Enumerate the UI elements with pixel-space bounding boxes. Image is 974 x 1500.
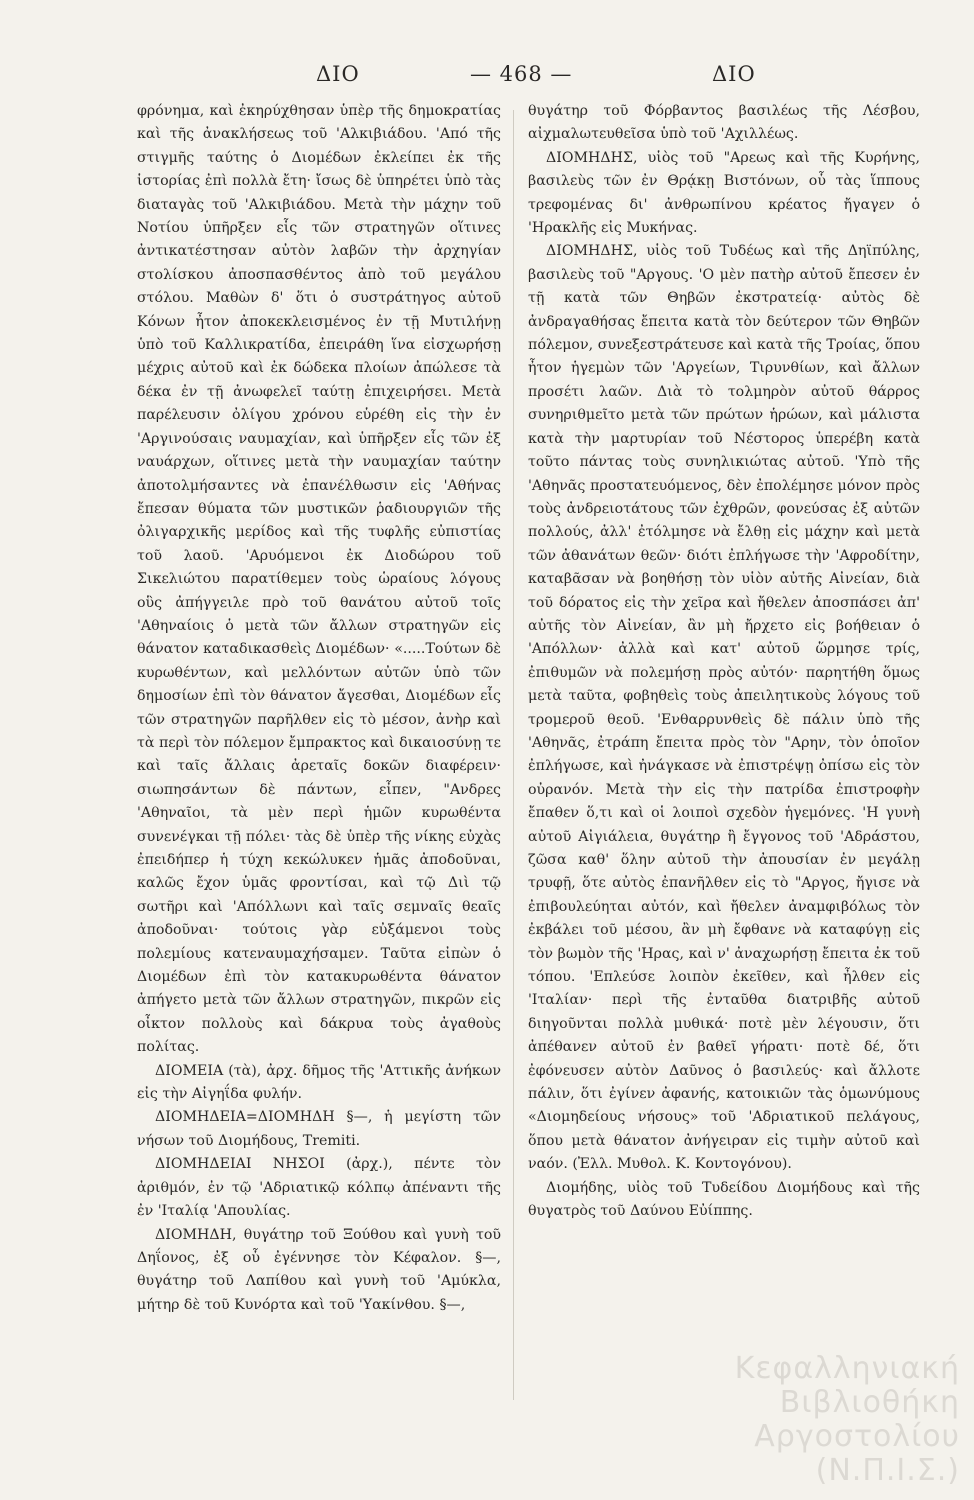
column-divider — [513, 110, 514, 1400]
entry-diomedes-son: Διομήδης, υἱὸς τοῦ Τυδείδου Διομήδους καὶ τῆς θυγατρὸς τοῦ Δαύνου Εὐίππης. — [528, 1179, 920, 1220]
page-number: — 468 — — [470, 62, 573, 86]
diomedon-continuation: φρόνημα, καὶ ἐκηρύχθησαν ὑπὲρ τῆς δημοκρατίας καὶ τῆς ἀνακλήσεως τοῦ 'Αλκιβιάδου. 'Από τῆς στιγμῆς ταύτης ὁ Διομέδων ἐκλείπει ἐκ τῆς ἱστορίας ἐπὶ πολλὰ ἔτη· ἴσως δὲ ὑπηρέτει ὑπὸ τὰς διαταγὰς τοῦ 'Αλκιβιάδου. Μετὰ τὴν μάχην τοῦ Νοτίου ὑπῆρξεν εἷς τῶν στρατηγῶν οἵτινες ἀντικατέστησαν αὐτὸν λαβῶν τὴν ἀρχηγίαν στολίσκου ἀποσπασθέντος ἀπὸ τοῦ μεγάλου στόλου. Μαθὼν δ' ὅτι ὁ συστράτηγος αὐτοῦ Κόνων ἦτον ἀποκεκλεισμένος ἐν τῇ Μυτιλήνῃ ὑπὸ τοῦ Καλλικρατίδα, ἐπειράθη ἵνα εἰσχωρήσῃ μέχρις αὐτοῦ καὶ ἐκ δώδεκα πλοίων ἀπώλεσε τὰ δέκα ἐν τῇ ἀνωφελεῖ ταύτῃ ἐπιχειρήσει. Μετὰ παρέλευσιν ὀλίγου χρόνου εὑρέθη εἰς τὴν ἐν 'Αργινούσαις ναυμαχίαν, καὶ ὑπῆρξεν εἷς τῶν ἐξ ναυάρχων, οἵτινες μετὰ τὴν ναυμαχίαν ταύτην ἀποτολμήσαντες νὰ ἐπανέλθωσιν εἰς 'Αθήνας ἔπεσαν θύματα τῶν μυστικῶν ῥαδιουργιῶν τῆς ὀλιγαρχικῆς μερίδος καὶ τῆς τυφλῆς εὐπιστίας τοῦ λαοῦ. 'Αρυόμενοι ἐκ Διοδώρου τοῦ Σικελιώτου παρατίθεμεν τοὺς ὡραίους λόγους οὓς ἀπήγγειλε πρὸ τοῦ θανάτου αὐτοῦ τοῖς 'Αθηναίοις ὁ μετὰ τῶν ἄλλων στρατηγῶν εἰς θάνατον καταδικασθεὶς Διομέδων· «.....Τούτων δὲ κυρωθέντων, καὶ μελλόντων αὐτῶν ὑπὸ τῶν δημοσίων ἐπὶ τὸν θάνατον ἄγεσθαι, Διομέδων εἷς τῶν στρατηγῶν παρῆλθεν εἰς τὸ μέσον, ἀνὴρ καὶ τὰ περὶ τὸν πόλεμον ἔμπρακτος καὶ δικαιοσύνῃ τε καὶ ταῖς ἄλλαις ἀρεταῖς δοκῶν διαφέρειν· σιωπησάντων δὲ πάντων, εἶπεν, "Ανδρες 'Αθηναῖοι, τὰ μὲν περὶ ἡμῶν κυρωθέντα συνενέγκαι τῇ πόλει· τὰς δὲ ὑπὲρ τῆς νίκης εὐχὰς ἐπειδήπερ ἡ τύχη κεκώλυκεν ἡμᾶς ἀποδοῦναι, καλῶς ἔχον ὑμᾶς φροντίσαι, καὶ τῷ Διὶ τῷ σωτῆρι καὶ 'Απόλλωνι καὶ ταῖς σεμναῖς θεαῖς ἀποδοῦναι· τούτοις γὰρ εὐξάμενοι τοὺς πολεμίους κατεναυμαχήσαμεν. Ταῦτα εἰπὼν ὁ Διομέδων ἐπὶ τὸν κατακυρωθέντα θάνατον ἀπήγετο μετὰ τῶν ἄλλων στρατηγῶν, πικρῶν εἰς οἶκτον πολλοὺς καὶ δάκρυα τοὺς ἀγαθοὺς πολίτας. — [137, 103, 501, 1056]
entry-diomedes-tydeus: ΔΙΟΜΗΔΗΣ, υἱὸς τοῦ Τυδέως καὶ τῆς Δηϊπύλης, βασιλεὺς τοῦ "Αργους. 'Ο μὲν πατὴρ αὐτοῦ ἔπεσεν ἐν τῇ κατὰ τῶν Θηβῶν ἐκστρατείᾳ· αὐτὸς δὲ ἀνδραγαθήσας ἔπειτα κατὰ τὸν δεύτερον τῶν Θηβῶν πόλεμον, συνεξεστράτευσε καὶ κατὰ τῆς Τροίας, ὅπου ἦτον ἡγεμὼν τῶν 'Αργείων, Τιρυνθίων, καὶ ἄλλων προσέτι λαῶν. Διὰ τὸ τολμηρὸν αὐτοῦ θάρρος συνηριθμεῖτο μετὰ τῶν πρώτων ἡρώων, καὶ μάλιστα κατὰ τὴν μαρτυρίαν τοῦ Νέστορος ὑπερέβη κατὰ τοῦτο πάντας τοὺς συνηλικιώτας αὐτοῦ. 'Υπὸ τῆς 'Αθηνᾶς προστατευόμενος, δὲν ἐπολέμησε μόνον πρὸς τοὺς ἀνδρειοτάτους τῶν ἐχθρῶν, φονεύσας ἐξ αὐτῶν πολλούς, ἀλλ' ἐτόλμησε νὰ ἔλθῃ εἰς μάχην καὶ μετὰ τῶν ἀθανάτων θεῶν· διότι ἐπλήγωσε τὴν 'Αφροδίτην, καταβᾶσαν νὰ βοηθήσῃ τὸν υἱὸν αὐτῆς Αἰνείαν, διὰ τοῦ δόρατος εἰς τὴν χεῖρα καὶ ἤθελεν ἀποσπάσει ἀπ' αὐτῆς τὸν Αἰνείαν, ἂν μὴ ἤρχετο εἰς βοήθειαν ὁ 'Απόλλων· ἀλλὰ καὶ κατ' αὐτοῦ ὥρμησε τρίς, ἐπιθυμῶν νὰ πολεμήσῃ πρὸς αὐτόν· παρητήθη ὅμως μετὰ ταῦτα, φοβηθεὶς τοὺς ἀπειλητικοὺς λόγους τοῦ τρομεροῦ θεοῦ. 'Ενθαρρυνθεὶς δὲ πάλιν ὑπὸ τῆς 'Αθηνᾶς, ἐτράπη ἔπειτα πρὸς τὸν "Αρην, τὸν ὁποῖον ἐπλήγωσε, καὶ ἠνάγκασε νὰ ἐπιστρέψῃ ὀπίσω εἰς τὸν οὐρανόν. Μετὰ τὴν εἰς τὴν πατρίδα ἐπιστροφὴν ἔπαθεν ὅ,τι καὶ οἱ λοιποὶ σχεδὸν ἡγεμόνες. 'Η γυνὴ αὐτοῦ Αἰγιάλεια, θυγάτηρ ἢ ἔγγονος τοῦ 'Αδράστου, ζῶσα καθ' ὅλην αὐτοῦ τὴν ἀπουσίαν ἐν μεγάλῃ τρυφῇ, ὅτε αὐτὸς ἐπανῆλθεν εἰς τὸ "Αργος, ἤγισε νὰ ἐπιβουλεύηται αὐτόν, καὶ ἤθελεν ἀναμφιβόλως τὸν ἐκβάλει τοῦ μέσου, ἂν μὴ ἔφθανε νὰ καταφύγῃ εἰς τὸν βωμὸν τῆς 'Ηρας, καὶ ν' ἀναχωρήσῃ ἔπειτα ἐκ τοῦ τόπου. 'Επλεύσε λοιπὸν ἐκεῖθεν, καὶ ἦλθεν εἰς 'Ιταλίαν· περὶ τῆς ἐνταῦθα διατριβῆς αὐτοῦ διηγοῦνται πολλὰ μυθικά· ποτὲ μὲν λέγουσιν, ὅτι ἀπέθανεν αὐτοῦ ἐν βαθεῖ γήρατι· ποτὲ δέ, ὅτι ἐφόνευσεν αὐτὸν Δαῦνος ὁ βασιλεύς· καὶ ἄλλοτε πάλιν, ὅτι ἐγίνεν ἀφανής, κατοικιῶν τὰς ὁμωνύμους «Διομηδείους νήσους» τοῦ 'Αδριατικοῦ πελάγους, ὅπου μετὰ θάνατον ἀνήγειραν εἰς τιμὴν αὐτοῦ καὶ ναόν. (Ἐλλ. Μυθολ. Κ. Κοντογόνου). — [528, 243, 920, 1173]
diomede-continuation: θυγάτηρ τοῦ Φόρβαντος βασιλέως τῆς Λέσβου, αἰχμαλωτευθεῖσα ὑπὸ τοῦ 'Αχιλλέως. — [528, 103, 920, 143]
entry-diomede: ΔΙΟΜΗΔΗ, θυγάτηρ τοῦ Ξούθου καὶ γυνὴ τοῦ Δηΐονος, ἐξ οὗ ἐγέννησε τὸν Κέφαλον. §—, θυγάτηρ τοῦ Λαπίθου καὶ γυνὴ τοῦ 'Αμύκλα, μήτηρ δὲ τοῦ Κυνόρτα καὶ τοῦ 'Υακίνθου. §—, — [137, 1226, 501, 1313]
left-column — [137, 100, 501, 1317]
entry-diomedeiai-nesoi: ΔΙΟΜΗΔΕΙΑΙ ΝΗΣΟΙ (ἀρχ.), πέντε τὸν ἀριθμόν, ἐν τῷ 'Αδριατικῷ κόλπῳ ἀπέναντι τῆς ἐν 'Ιταλίᾳ 'Απουλίας. — [137, 1156, 501, 1220]
right-column — [528, 100, 920, 1224]
watermark-line-2: Αργοστολίου (Ν.Π.Ι.Σ.) — [754, 1419, 960, 1488]
entry-diomedes-thracian: ΔΙΟΜΗΔΗΣ, υἱὸς τοῦ "Αρεως καὶ τῆς Κυρήνης, βασιλεὺς τῶν ἐν Θρᾴκῃ Βιστόνων, οὗ τὰς ἵππους τρεφομένας δι' ἀνθρωπίνου κρέατος ἤγαγεν ὁ 'Ηρακλῆς εἰς Μυκήνας. — [528, 149, 920, 237]
header-left-word: ΔΙΟ — [316, 62, 360, 86]
header-right-word: ΔΙΟ — [712, 62, 756, 86]
library-watermark — [600, 1352, 960, 1488]
watermark-line-1: Κεφαλληνιακή Βιβλιοθήκη — [734, 1351, 960, 1420]
entry-diomedeia: ΔΙΟΜΗΔΕΙΑ=ΔΙΟΜΗΔΗ §—, ἡ μεγίστη τῶν νήσων τοῦ Διομήδους, Tremiti. — [137, 1109, 501, 1149]
running-header — [0, 62, 974, 92]
entry-diomeia: ΔΙΟΜΕΙΑ (τὰ), ἀρχ. δῆμος τῆς 'Αττικῆς ἀνήκων εἰς τὴν Αἰγηΐδα φυλήν. — [137, 1062, 501, 1103]
